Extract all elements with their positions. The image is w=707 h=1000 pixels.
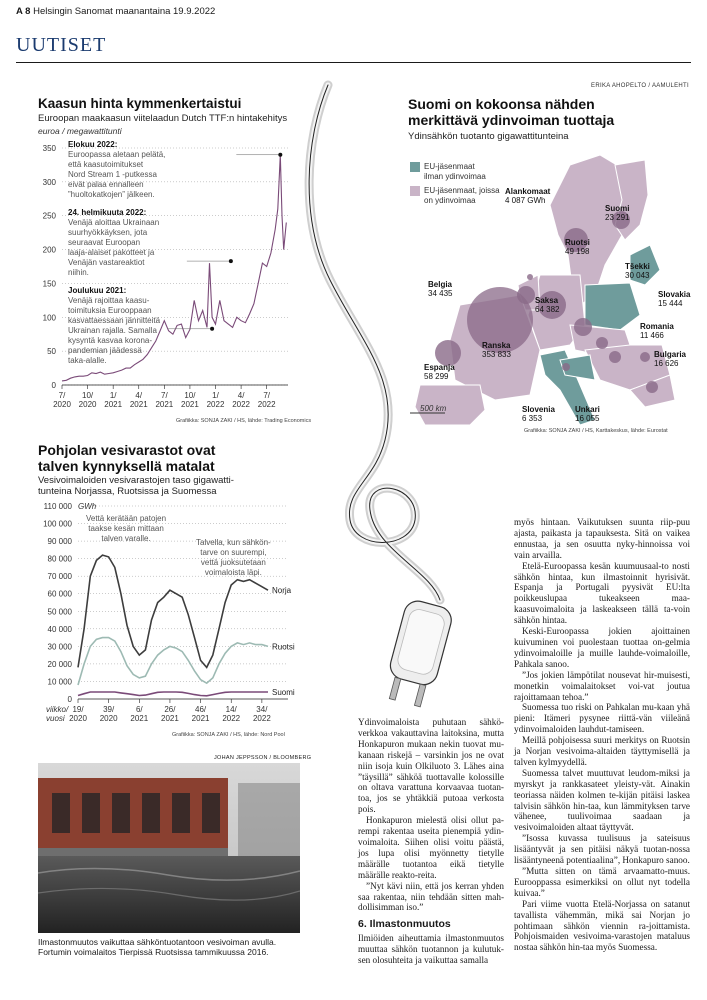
annotation-line: talven varalle. [101,534,151,543]
hydro-chart-credit: Grafiikka: SONJA ZAKI / HS, lähde: Nord Pool [172,732,285,738]
map-title-line: merkittävä ydinvoiman tuottaja [408,112,615,128]
x-tick-label: 2021 [155,400,174,409]
annotation-line: taka-alalle. [68,356,107,365]
x-axis-label: vuosi [46,714,65,723]
y-tick-label: 70 000 [47,572,72,582]
annotation-dec-2021 [68,286,188,366]
x-tick-label: 4/ [237,391,245,400]
y-tick-label: 110 000 [43,502,72,511]
map-label-slovakia [658,290,690,308]
y-tick-label: 150 [42,279,56,289]
annotation-line: ”huoltokatkojen” jälkeen. [68,190,155,199]
bubble-belgia [517,286,535,304]
hydro-title-line: talven kynnyksellä matalat [38,458,215,474]
article-paragraph: myös hintaan. Vaikutuksen suunta riip-puu ajasta, paikasta ja tapauksesta. Sitä on vaikea ennustaa, ja sen osuutta nyky-hinnoissa voi vain arvailla. [514,517,690,560]
annotation-line: Euroopassa aletaan pelätä, [68,150,166,159]
y-tick-label: 200 [42,245,56,255]
x-tick-label: 2022 [206,400,225,409]
map-country: Espanja [424,363,455,372]
map-label-belgia [428,280,452,298]
map-value: 353 833 [482,350,511,359]
paper-date: Helsingin Sanomat maanantaina 19.9.2022 [33,6,216,17]
y-tick-label: 0 [67,695,72,704]
annotation-line: Venäjä aloittaa Ukrainaan [68,218,160,227]
annotation-feb-2022 [68,208,188,278]
map-country: Slovakia [658,290,691,299]
y-tick-label: 60 000 [47,589,72,599]
y-tick-label: 100 000 [43,519,72,529]
bubble-tsekki [574,318,592,336]
y-tick-label: 250 [42,211,56,221]
photo-caption [38,937,308,957]
map-value: 15 444 [658,299,683,308]
x-tick-label: 26/ [164,705,176,714]
y-tick-label: 100 [42,313,56,323]
y-tick-label: 50 [47,347,56,357]
article-paragraph: Pari viime vuotta Etelä-Norjassa on satanut tavallista vähemmän, mikä sai Norjan jo pohtimaan sähkön viennin ra-joittamista. Pohjoismaiden vesivoima-varastojen mataluus nostaa sähkön hin-taa myös Suomessa. [514,898,690,953]
annotation-line: Venäjän vastareaktiot [68,258,145,267]
map-country: Tšekki [625,262,650,271]
x-tick-label: 2020 [99,714,118,723]
event-marker [229,259,233,263]
article-paragraph: ”Jos jokien lämpötilat nousevat hir-muisesti, monetkin voimalaitokset voi-vat joutua rajoittamaan tehoa.” [514,669,690,702]
annotation-aug-2022 [68,140,188,200]
x-tick-label: 10/ [184,391,196,400]
article-paragraph: Etelä-Euroopassa kesän kuumuusaal-to nosti sähkön hintaa, kun ilmastoinnit hyrisivät. Espanja ja Portugali pyysivät EU:lta poikkeuslupaa tukeakseen maa-kaasuvoimaloita ja laskeakseen tällä ta-voin sähkön hintaa. [514,560,690,626]
bubble-unkari [609,351,621,363]
bubble-romania [640,352,650,362]
annotation-line: Vettä kerätään patojen [86,514,167,523]
article-paragraph: Keski-Euroopassa jokien ajoittainen kuivuminen voi puolestaan tuottaa on-gelmia ydinvoimaloille ja muille lauhde-voimaloille, Pahkala sanoo. [514,626,690,669]
x-tick-label: 6/ [135,705,143,714]
legend-swatch-nuclear [410,186,420,196]
y-tick-label: 20 000 [47,659,72,669]
map-country: Bulgaria [654,350,687,359]
caption-line: Fortumin voimalaitos Tierpissä Ruotsissa tammikuussa 2016. [38,947,269,957]
legend-label: on ydinvoimaa [424,196,476,205]
map-credit: Grafiikka: SONJA ZAKI / HS, Karttakeskus, lähde: Eurostat [524,428,668,434]
x-tick-label: 1/ [109,391,117,400]
annotation-line: seuraavat Euroopan [68,238,141,247]
annotation-line: niihin. [68,268,89,277]
x-tick-label: 7/ [58,391,66,400]
map-value: 4 087 GWh [505,196,546,205]
article-column-1 [358,717,504,966]
map-value: 30 043 [625,271,650,280]
map-label-tsekki [625,262,650,280]
annotation-line: vettä juoksutetaan [200,558,266,567]
article-paragraph: Suomessa tuo riski on Pahkalan mu-kaan yhä pieni: Itämeri pysynee riittä-vän viileänä ydinvoimaloiden lauhdut-tamiseen. [514,702,690,735]
map-country: Unkari [575,405,600,414]
byline-top: ERIKA AHOPELTO / AAMULEHTI [591,83,689,89]
map-label-saksa [535,296,559,314]
hydro-subtitle-line: Vesivoimaloiden vesivarastojen taso gigawatti- [38,475,234,486]
event-marker [210,327,214,331]
legend-label: EU-jäsenmaat [424,162,475,171]
legend-label: EU-jäsenmaat, joissa [424,186,500,195]
map-value: 49 198 [565,247,590,256]
gas-chart-subtitle: Euroopan maakaasun viitelaadun Dutch TTF:n hintakehitys [38,113,288,124]
annotation-line: suurhyökkäyksen, jota [68,228,148,237]
map-label-ranska [482,341,511,359]
annotation-head: Elokuu 2022: [68,140,118,149]
annotation-line: voimaloista läpi. [204,568,262,577]
section-rule [16,62,691,63]
map-value: 34 435 [428,289,453,298]
annotation-line: kysyntä kasvaa korona- [68,336,153,345]
annotation-line: eivät palaa ennalleen [68,180,144,189]
map-value: 16 626 [654,359,679,368]
map-label-bulgaria [654,350,686,368]
y-tick-label: 10 000 [47,677,72,687]
x-tick-label: 7/ [161,391,168,400]
article-paragraph: Suomessa talvet muuttuvat leudom-miksi ja myrskyt ja rankkasateet yleisty-vät. Ainakin teoriassa näiden kolmen te-kijän pitäisi laskea talvisin sähkön hin-taa, kun lämmityksen tarve vähenee, tuulivoimaa saadaan ja vesivoimaloiden altaat täyttyvät. [514,767,690,833]
annotation-head: 24. helmikuuta 2022: [68,208,147,217]
article-paragraph: ”Mutta sitten on tämä arvaamatto-muus. Eurooppassa esimerkiksi on ollut nyt todella kuivaa.” [514,866,690,898]
annotation-line: että kaasutoimitukset [68,160,144,169]
series-label: Ruotsi [272,642,295,652]
map-country: Slovenia [522,405,555,414]
y-unit-label: GWh [78,502,97,511]
bubble-slovakia [596,337,608,349]
map-country: Suomi [605,204,630,213]
hydropower-plant-photo [38,763,300,933]
map-label-alankomaat [505,187,550,205]
map-country: Alankomaat [505,187,551,196]
x-tick-label: 2020 [78,400,97,409]
hydro-annotation-winter [196,538,271,578]
x-tick-label: 10/ [82,391,94,400]
annotation-line: toimituksia Eurooppaan [68,306,152,315]
page-number: A 8 [16,6,31,17]
annotation-line: laaja-alaiset pakotteet ja [68,248,155,257]
hydro-annotation-fill [86,514,166,544]
article-paragraph: ”Nyt kävi niin, että jos kerran yhden saa rakentaa, niin tehdään sitten mah-dollisimman iso.” [358,880,504,913]
x-tick-label: 2022 [222,714,241,723]
x-tick-label: 2021 [129,400,148,409]
annotation-line: Venäjä rajoittaa kaasu- [68,296,150,305]
annotation-line: tarve on suurempi, [200,548,267,557]
photo-credit: JOHAN JEPPSSON / BLOOMBERG [214,755,312,761]
annotation-line: Ukrainan rajalla. Samalla [68,326,157,335]
series-line-ruotsi [78,638,268,685]
map-title [408,96,614,128]
map-country: Ruotsi [565,238,590,247]
x-tick-label: 2021 [191,714,210,723]
article-paragraph: Ydinvoimaloista puhutaan sähkö-verkkoa vakauttavina laitoksina, mutta Honkapuron mukaan nekin tuovat mu-kanaan riskejä – varsinkin jos ne ovat niin isoja kuin Olkiluoto 3. Lähes aina ”täysillä” sähköä tuottavalle kolossille on oltava varattuna korvaavaa tuotan-toa, jos se yhtäkkiä putoaa verkosta pois. [358,717,504,815]
event-marker [278,153,282,157]
hydro-title-line: Pohjolan vesivarastot ovat [38,442,216,458]
series-label: Suomi [272,687,295,697]
x-tick-label: 2020 [69,714,87,723]
article-paragraph: Meillä pohjoisessa suuri merkitys on Ruotsin ja Norjan vesivoima-altaiden täyttymisellä ja talven kylmyydellä. [514,735,690,767]
map-value: 6 353 [522,414,543,423]
x-tick-label: 2020 [53,400,71,409]
series-label: Norja [272,586,292,596]
x-tick-label: 7/ [263,391,271,400]
map-subtitle: Ydinsähkön tuotanto gigawattitunteina [408,131,569,142]
y-tick-label: 30 000 [47,642,72,652]
annotation-line: Talvella, kun sähkön- [196,538,271,547]
x-tick-label: 2021 [130,714,149,723]
x-axis-label: viikko/ [46,705,69,714]
map-label-espanja [424,363,455,381]
bubble-alankomaat [527,274,533,280]
hydro-chart-title [38,442,215,474]
x-tick-label: 46/ [195,705,207,714]
map-label-suomi [605,204,629,222]
x-tick-label: 14/ [225,705,237,714]
x-tick-label: 4/ [135,391,143,400]
y-tick-label: 300 [42,177,56,187]
article-column-2 [514,517,690,953]
x-tick-label: 39/ [103,705,115,714]
map-country: Saksa [535,296,559,305]
x-tick-label: 2021 [161,714,179,723]
map-country: Belgia [428,280,453,289]
series-line-suomi [78,692,268,696]
page-header [16,6,215,17]
x-tick-label: 19/ [72,705,84,714]
map-title-line: Suomi on kokoonsa nähden [408,96,595,112]
map-value: 16 055 [575,414,600,423]
x-tick-label: 2021 [181,400,199,409]
x-tick-label: 2022 [232,400,250,409]
article-paragraph: Honkapuron mielestä olisi ollut pa-rempi rakentaa useita pienempiä ydin-voimaloita. Siihen olisi voitu päästä, jos lupa olisi myönnetty tietylle määrälle tuotantoa eikä tietylle määrälle reakto-reita. [358,815,504,880]
map-value: 23 291 [605,213,630,222]
map-label-unkari [575,405,600,423]
x-tick-label: 2022 [257,400,276,409]
annotation-head: Joulukuu 2021: [68,286,127,295]
annotation-line: taakse kesän mittaan [88,524,164,533]
map-value: 64 382 [535,305,560,314]
annotation-line: pandemian jäädessä [68,346,142,355]
x-tick-label: 2021 [104,400,123,409]
bubble-slovenia [562,363,570,371]
map-legend [410,162,500,206]
hydro-chart-subtitle [38,475,234,497]
y-tick-label: 50 000 [47,607,72,617]
gas-chart-credit: Grafiikka: SONJA ZAKI / HS, lähde: Trading Economics [176,418,312,424]
map-label-romania [640,322,674,340]
map-label-ruotsi [565,238,590,256]
hydro-subtitle-line: tunteina Norjassa, Ruotsissa ja Suomessa [38,486,217,497]
article-subhead: 6. Ilmastonmuutos [358,918,451,931]
x-tick-label: 2022 [252,714,271,723]
caption-line: Ilmastonmuutos vaikuttaa sähköntuotantoon vesivoiman avulla. [38,937,277,947]
y-tick-label: 80 000 [47,554,72,564]
annotation-line: Nord Stream 1 -putkessa [68,170,157,179]
legend-label: ilman ydinvoimaa [424,172,486,181]
map-label-slovenia [522,405,555,423]
x-tick-label: 1/ [212,391,219,400]
gas-chart-title: Kaasun hinta kymmenkertaistui [38,96,242,111]
y-tick-label: 40 000 [47,624,72,634]
y-tick-label: 0 [51,381,56,390]
map-country: Ranska [482,341,511,350]
map-value: 11 466 [640,331,664,340]
map-value: 58 299 [424,372,449,381]
map-scale-label: 500 km [420,404,447,413]
section-title: UUTISET [16,34,107,56]
y-tick-label: 350 [42,144,56,153]
y-tick-label: 90 000 [47,537,72,547]
gas-chart-unit: euroa / megawattitunti [38,126,122,136]
bubble-bulgaria [646,381,658,393]
map-country: Romania [640,322,674,331]
article-paragraph: Ilmiöiden aiheuttamia ilmastonmuutos muuttaa sähkön tuotannon ja kulutuk-sen olosuhteita ja vaikuttaa samalla [358,933,504,966]
annotation-line: kasvattaessaan jännitteitä [68,316,161,325]
legend-swatch-no-nuclear [410,162,420,172]
x-tick-label: 34/ [256,705,268,714]
article-paragraph: ”Isossa kuvassa tuulisuus ja sateisuus lisääntyvät ja sen pitäisi näkyä tuotan-nossa lisääntyneenä potentiaalina”, Honkapuro sanoo. [514,833,690,866]
